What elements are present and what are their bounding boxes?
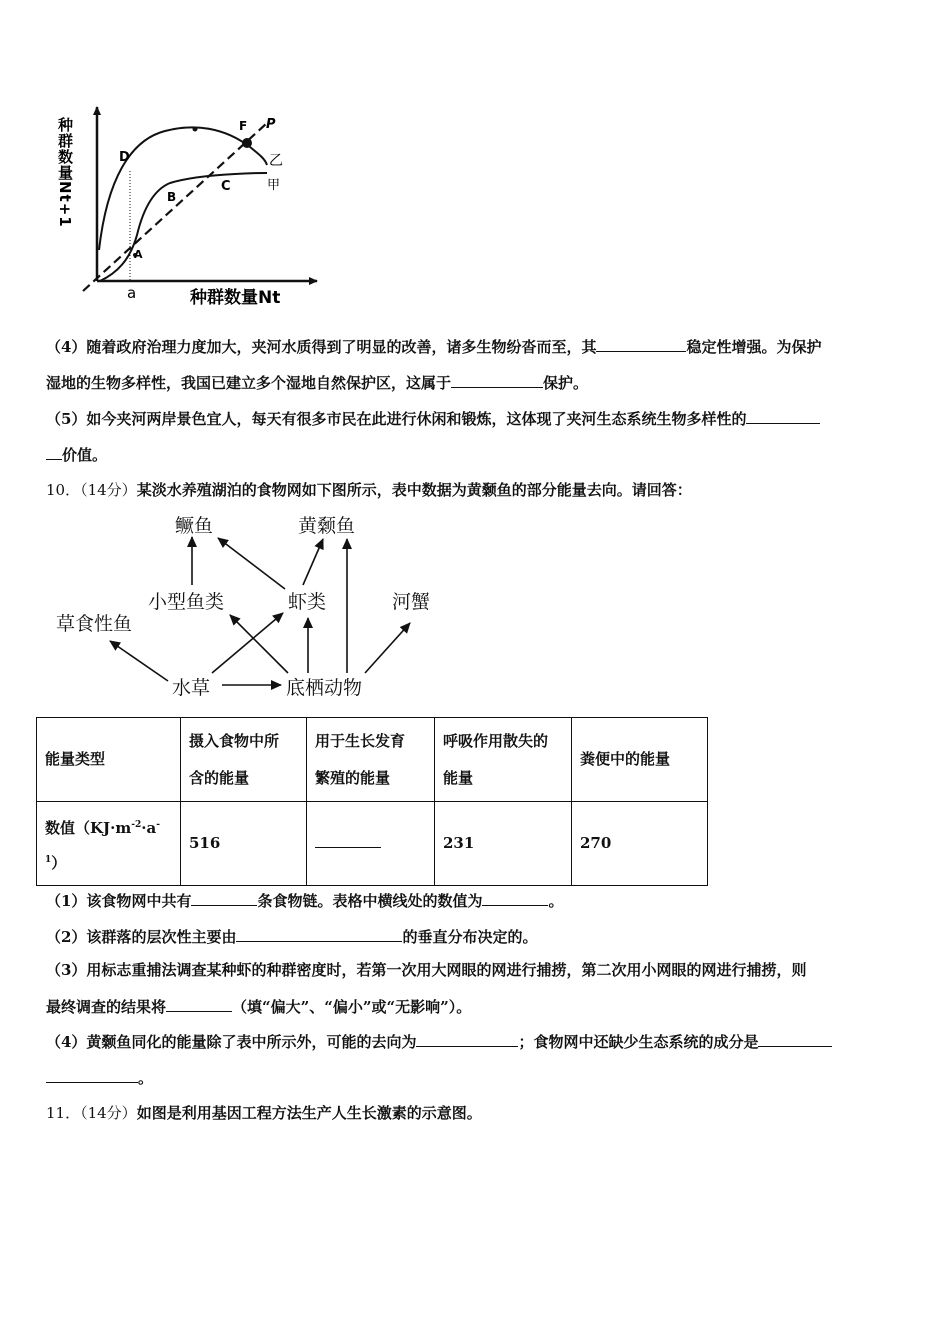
q9-blank-1[interactable] bbox=[596, 336, 686, 352]
q10-sub3-line1: （3）用标志重捕法调查某种虾的种群密度时，若第一次用大网眼的网进行捕捞，第二次用小网眼的网进行捕捞，则 bbox=[46, 961, 807, 979]
node-dixidongwu: 底栖动物 bbox=[286, 677, 363, 699]
q10-sub4-line2: 。 bbox=[46, 1067, 153, 1088]
q9-part4-line2: 湿地的生物多样性，我国已建立多个湿地自然保护区，这属于 保护。 bbox=[46, 374, 589, 392]
x-tick-a: a bbox=[127, 284, 137, 302]
q9-blank-2[interactable] bbox=[451, 372, 543, 388]
table-cell-ingested: 516 bbox=[181, 802, 307, 886]
q9-blank-3b[interactable] bbox=[46, 444, 62, 460]
table-cell-growth bbox=[307, 802, 435, 886]
curve-jia bbox=[100, 173, 267, 281]
node-guiyu: 鳜鱼 bbox=[175, 515, 214, 537]
label-p: P bbox=[266, 117, 276, 132]
q10-blank-6b[interactable] bbox=[46, 1067, 138, 1083]
point-f bbox=[242, 138, 252, 148]
q10-blank-2[interactable] bbox=[482, 890, 548, 906]
label-c: C bbox=[221, 179, 231, 194]
label-a-point: A bbox=[134, 248, 143, 261]
label-yi: 乙 bbox=[269, 153, 283, 169]
table-header-row bbox=[37, 718, 708, 802]
label-f: F bbox=[239, 119, 248, 133]
node-shuicao: 水草 bbox=[172, 677, 211, 699]
node-xiaoxingyulei: 小型鱼类 bbox=[148, 591, 225, 613]
arrow-shuicao-to-caoshi bbox=[110, 641, 168, 681]
point-top bbox=[193, 127, 198, 132]
table-row bbox=[37, 802, 708, 886]
q11-number: 11． bbox=[46, 1104, 81, 1122]
table-header-cell: 用于生长发育 繁殖的能量 bbox=[307, 718, 435, 802]
table-header-cell: 摄入食物中所 含的能量 bbox=[181, 718, 307, 802]
q10-sub1: （1）该食物网中共有 条食物链。表格中横线处的数值为 。 bbox=[46, 892, 564, 910]
arrow-xia-to-huangsang bbox=[303, 539, 323, 585]
q9-part5-line1: （5）如今夹河两岸景色宜人，每天有很多市民在此进行休闲和锻炼，这体现了夹河生态系统生物多样性的 bbox=[46, 408, 820, 429]
node-caoshixingyu: 草食性鱼 bbox=[56, 613, 133, 635]
q10-number: 10． bbox=[46, 481, 81, 499]
q10-score: （14分） bbox=[80, 481, 137, 499]
dashed-line-p bbox=[83, 123, 267, 291]
population-graph bbox=[55, 95, 335, 315]
q9-blank-3a[interactable] bbox=[746, 408, 820, 424]
q9-part5-line2: 价值。 bbox=[46, 444, 107, 465]
q11-stem: 11．（14分）如图是利用基因工程方法生产人生长激素的示意图。 bbox=[46, 1104, 482, 1122]
table-blank[interactable] bbox=[315, 832, 381, 848]
q10-blank-1[interactable] bbox=[191, 890, 257, 906]
q10-stem: 10．（14分）某淡水养殖湖泊的食物网如下图所示，表中数据为黄颡鱼的部分能量去向。请回答： bbox=[46, 481, 692, 499]
node-xialei: 虾类 bbox=[288, 591, 327, 613]
arrow-shuicao-to-xia bbox=[212, 613, 283, 673]
q10-blank-6a[interactable] bbox=[758, 1031, 832, 1047]
label-jia: 甲 bbox=[267, 178, 281, 193]
table-cell-feces: 270 bbox=[572, 802, 708, 886]
q9-part4-line1: （4）随着政府治理力度加大，夹河水质得到了明显的改善，诸多生物纷沓而至，其 稳定性增强。为保护 bbox=[46, 338, 822, 356]
q10-blank-3[interactable] bbox=[236, 926, 402, 942]
table-header-cell: 粪便中的能量 bbox=[572, 718, 708, 802]
q10-blank-5[interactable] bbox=[416, 1031, 518, 1047]
energy-table bbox=[36, 717, 708, 886]
table-cell-respiration: 231 bbox=[435, 802, 572, 886]
q10-blank-4[interactable] bbox=[166, 996, 232, 1012]
node-huangsangyu: 黄颡鱼 bbox=[298, 515, 356, 537]
label-b: B bbox=[167, 190, 177, 204]
x-axis-label: 种群数量Nt bbox=[190, 288, 281, 308]
q10-sub3-line2: 最终调查的结果将 （填“偏大”、“偏小”或“无影响”）。 bbox=[46, 998, 472, 1016]
arrow-xia-to-guiyu bbox=[218, 538, 285, 589]
table-header-cell: 呼吸作用散失的 能量 bbox=[435, 718, 572, 802]
arrow-dixi-to-xiaoxing bbox=[230, 615, 288, 673]
label-d: D bbox=[119, 150, 130, 165]
food-web-diagram bbox=[40, 505, 460, 705]
q11-score: （14分） bbox=[80, 1104, 137, 1122]
q10-sub4-line1: （4）黄颡鱼同化的能量除了表中所示外，可能的去向为 ；食物网中还缺少生态系统的成分是 bbox=[46, 1031, 832, 1052]
node-hexie: 河蟹 bbox=[392, 591, 431, 613]
q10-sub2: （2）该群落的层次性主要由 的垂直分布决定的。 bbox=[46, 928, 538, 946]
y-axis-label: 种群数量Nt+1 bbox=[56, 117, 74, 228]
table-row-label: 数值（$KJ\cdot m^{-2}\cdot a^-$ $^1$） bbox=[37, 802, 181, 886]
table-header-cell: 能量类型 bbox=[37, 718, 181, 802]
arrow-dixi-to-hexie bbox=[365, 623, 410, 673]
